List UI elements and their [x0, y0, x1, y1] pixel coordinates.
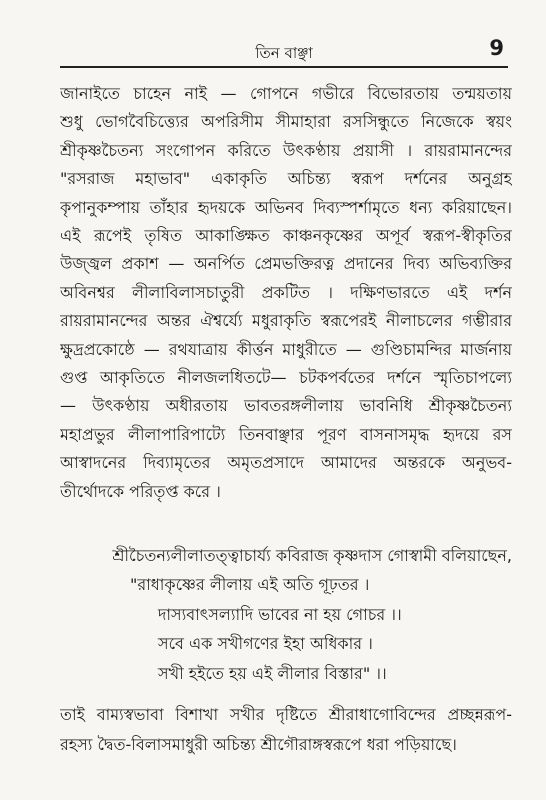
verse-line: দাস্যবাৎসল্যাদি ভাবের না হয় গোচর ।। [158, 604, 402, 624]
paragraph-line: কৃপানুকম্পায় তাঁহার হৃদয়কে অভিনব দিব্যস্পর্শামৃতে ধন্য করিয়াছেন। [60, 197, 512, 217]
page-number: 9 [489, 36, 504, 60]
main-paragraph [60, 80, 512, 506]
paragraph-line: ক্ষুদ্রপ্রকোষ্ঠে — রথযাত্রায় কীর্ত্তন মাধুরীতে — গুণ্ডিচামন্দির মার্জনায় [60, 339, 512, 359]
verse-line: সখী হইতে হয় এই লীলার বিস্তার" ।। [158, 663, 387, 683]
paragraph-line: অবিনশ্বর লীলাবিলাসচাতুরী প্রকটিত । দক্ষিণভারতে এই দর্শন [60, 282, 512, 302]
paragraph-line: গুপ্ত আকৃতিতে নীলজলধিতটে— চটকপর্বতের দর্শনে স্মৃতিচাপল্যে [60, 368, 512, 388]
paragraph-line: শ্রীকৃষ্ণচৈতন্য সংগোপন করিতে উৎকণ্ঠায় প্রয়াসী । রায়রামানন্দের [60, 140, 512, 160]
quote-attribution: শ্রীচৈতন্যলীলাতত্ত্বাচার্য্য কবিরাজ কৃষ্ণদাস গোস্বামী বলিয়াছেন, [112, 546, 512, 565]
paragraph-line: তীর্থোদকে পরিতৃপ্ত করে । [60, 481, 221, 501]
paragraph-line: উজ্জ্বল প্রকাশ — অনর্পিত প্রেমভক্তিরত্ন প্রদানের দিব্য অভিব্যক্তির [60, 254, 512, 274]
running-header [60, 36, 508, 68]
paragraph-line: জানাইতে চাহেন নাই — গোপনে গভীরে বিভোরতায় তন্ময়তায় [60, 84, 512, 103]
running-title: তিন বাঞ্ছা [255, 44, 313, 62]
verse-line: "রাধাকৃষ্ণের লীলায় এই অতি গূঢ়তর । [130, 575, 370, 594]
paragraph-line: শুধু ভোগবৈচিত্ত্যের অপরিসীম সীমাহারা রসসিন্ধুতে নিজেকে স্বয়ং [60, 112, 512, 132]
paragraph-line: মহাপ্রভুর লীলাপারিপাট্যে তিনবাঞ্ছার পূরণ বাসনাসমৃদ্ধ হৃদয়ে রস [60, 424, 512, 444]
verse-block [130, 570, 510, 688]
closing-line: রহস্য দ্বৈত-বিলাসমাধুরী অচিন্ত্য শ্রীগৌরাঙ্গস্বরূপে ধরা পড়িয়াছে। [60, 735, 457, 754]
paragraph-line: এই রূপেই তৃষিত আকাঙ্ক্ষিত কাঞ্চনকৃষ্ণের অপূর্ব স্বরূপ-স্বীকৃতির [60, 226, 512, 246]
verse-line: সবে এক সখীগণের ইহা অধিকার । [158, 634, 373, 653]
paragraph-line: "রসরাজ মহাভাব" একাকৃতি অচিন্ত্য স্বরূপ দর্শনের অনুগ্রহ [60, 169, 512, 189]
closing-line: তাই বাম্যস্বভাবা বিশাখা সখীর দৃষ্টিতে শ্রীরাধাগোবিন্দের প্রচ্ছন্নরূপ- [60, 705, 512, 724]
paragraph-line: রায়রামানন্দের অন্তর ঐশ্বর্য্যে মধুরাকৃতি স্বরূপেরই নীলাচলের গম্ভীরার [60, 311, 512, 331]
paragraph-line: আস্বাদনের দিব্যামৃতের অমৃতপ্রসাদে আমাদের অন্তরকে অনুভব- [60, 453, 512, 473]
paragraph-line: — উৎকণ্ঠায় অধীরতায় ভাবতরঙ্গলীলায় ভাবনিধি শ্রীকৃষ্ণচৈতন্য [60, 396, 512, 416]
closing-paragraph [60, 700, 512, 760]
